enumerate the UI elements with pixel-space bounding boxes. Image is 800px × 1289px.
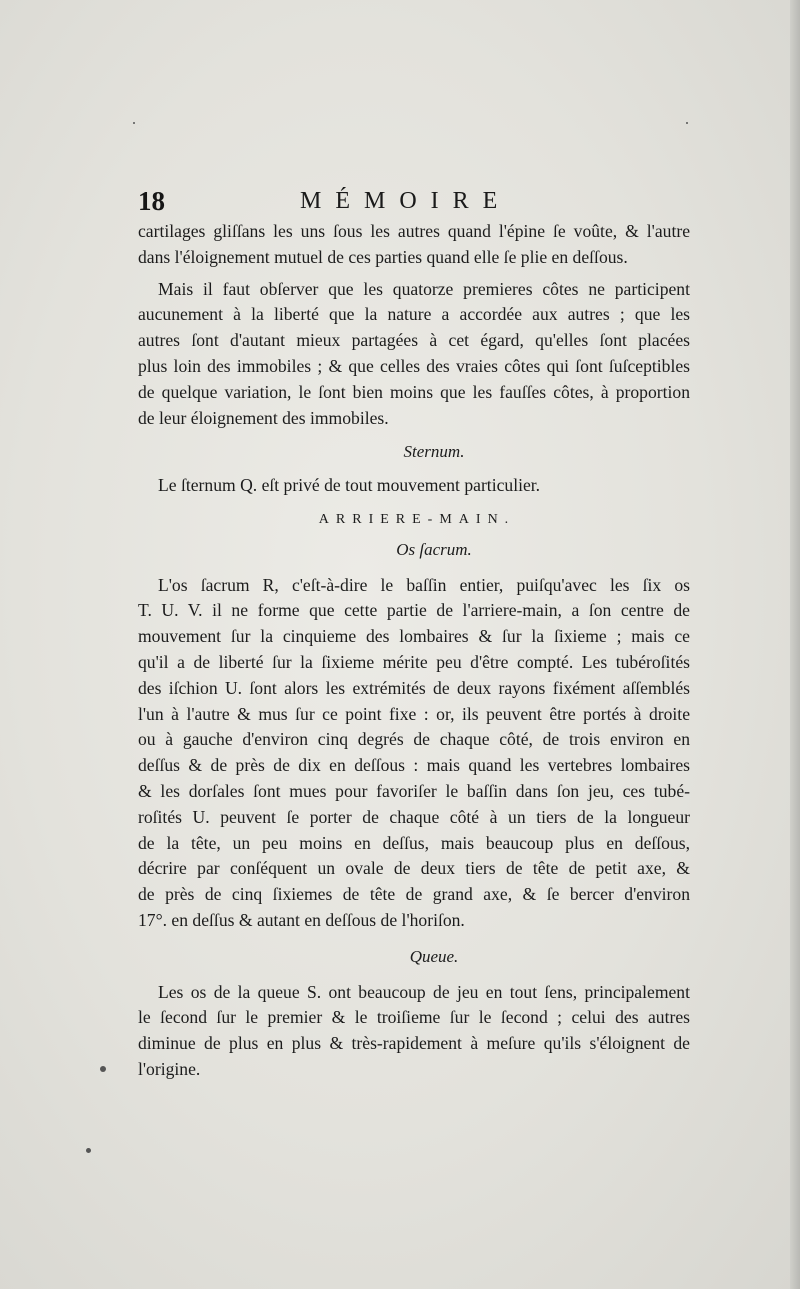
- text-line: cartilages gliſſans les uns ſous les autres quand l'épine ſe voûte, & l'autre: [138, 221, 690, 241]
- text-line: décrire par conſéquent un ovale de deux tiers de tête de petit axe, &: [138, 858, 690, 879]
- text-line: diminue de plus en plus & très-rapidement à meſure qu'ils s'éloignent de: [138, 1033, 690, 1054]
- text-line: qu'il a de liberté ſur la ſixieme mérite peu d'être compté. Les tubéroſités: [138, 651, 690, 672]
- section-heading-sternum: Sternum.: [403, 442, 465, 462]
- text-line: T. U. V. il ne forme que cette partie de l'arriere-main, a ſon centre de: [138, 600, 690, 621]
- text-line: deſſus & de près de dix en deſſous : mais quand les vertebres lombaires: [138, 755, 690, 776]
- text-line: plus loin des immobiles ; & que celles des vraies côtes qui ſont ſuſceptibles: [138, 355, 690, 376]
- text-line: Mais il faut obſerver que les quatorze premieres côtes ne participent: [158, 278, 690, 299]
- text-line: mouvement ſur la cinquieme des lombaires & ſur la ſixieme ; mais ce: [138, 626, 690, 647]
- text-line: l'un à l'autre & mus ſur ce point fixe : or, ils peuvent être portés à droite: [138, 703, 690, 724]
- text-line: de la tête, un peu moins en deſſus, mais beaucoup plus en deſſous,: [138, 832, 690, 853]
- ink-speck: [133, 122, 135, 124]
- text-line: de leur éloignement des immobiles.: [138, 407, 389, 428]
- ink-speck: [86, 1148, 91, 1153]
- text-line: & les dorſales ſont mues pour favoriſer le baſſin dans ſon jeu, ces tubé-: [138, 780, 690, 801]
- text-line: l'origine.: [138, 1058, 201, 1079]
- text-line: L'os ſacrum R, c'eſt-à-dire le baſſin entier, puiſqu'avec les ſix os: [158, 574, 690, 595]
- text-line: roſités U. peuvent ſe porter de chaque côté à un tiers de la longueur: [138, 806, 690, 827]
- section-heading-arriere-main: ARRIERE-MAIN.: [318, 511, 516, 527]
- text-line: de près de cinq ſixiemes de tête de grand axe, & ſe bercer d'environ: [138, 884, 690, 905]
- text-line: le ſecond ſur le premier & le troiſieme ſur le ſecond ; celui des autres: [138, 1007, 690, 1028]
- text-line: des iſchion U. ſont alors les extrémités de deux rayons fixément aſſemblés: [138, 677, 690, 698]
- ink-speck: [100, 1066, 106, 1072]
- ink-speck: [686, 122, 688, 124]
- page-number: 18: [138, 186, 165, 216]
- text-line: de quelque variation, le ſont bien moins que les fauſſes côtes, à proportion: [138, 381, 690, 402]
- main-text: [138, 219, 690, 1083]
- running-title: MÉMOIRE: [300, 188, 512, 214]
- section-heading-os-sacrum: Os ſacrum.: [396, 539, 472, 559]
- section-heading-queue: Queue.: [409, 946, 459, 966]
- text-line: dans l'éloignement mutuel de ces parties quand elle ſe plie en deſſous.: [138, 246, 628, 267]
- page-edge-shadow: [790, 0, 800, 1289]
- text-line: Le ſternum Q. eſt privé de tout mouvement particulier.: [158, 475, 541, 496]
- page-header: [138, 186, 694, 222]
- text-line: autres ſont d'autant mieux partagées à cet égard, qu'elles ſont placées: [138, 330, 690, 351]
- text-line: 17°. en deſſus & autant en deſſous de l'horiſon.: [138, 909, 465, 930]
- text-line: aucunement à la liberté que la nature a accordée aux autres ; que les: [138, 304, 690, 325]
- text-line: ou à gauche d'environ cinq degrés de chaque côté, de trois environ en: [138, 729, 690, 750]
- text-line: Les os de la queue S. ont beaucoup de jeu en tout ſens, principalement: [158, 981, 690, 1002]
